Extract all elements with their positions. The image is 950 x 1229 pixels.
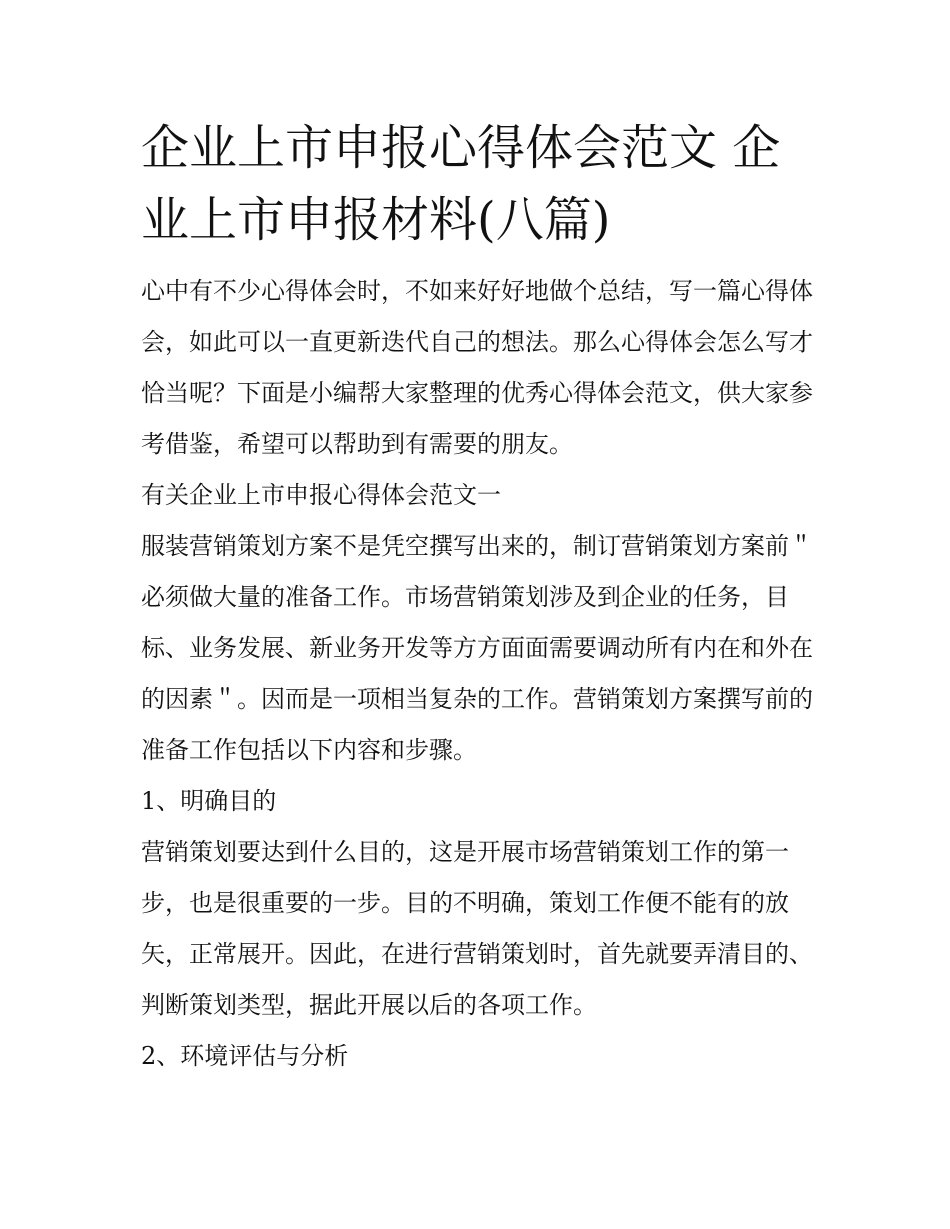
step-heading-2: 2、环境评估与分析 — [141, 1042, 349, 1070]
section-heading: 有关企业上市申报心得体会范文一 — [141, 481, 501, 509]
body-paragraph: 营销策划要达到什么目的，这是开展市场营销策划工作的第一步，也是很重要的一步。目的不明确，策划工作便不能有的放矢，正常展开。因此，在进行营销策划时，首先就要弄清目的、判断策划类型，据此开展以后的各项工作。 — [141, 838, 813, 1019]
document-body — [141, 112, 813, 1082]
intro-paragraph: 心中有不少心得体会时，不如来好好地做个总结，写一篇心得体会，如此可以一直更新迭代自己的想法。那么心得体会怎么写才恰当呢？下面是小编帮大家整理的优秀心得体会范文，供大家参考借鉴，希望可以帮助到有需要的朋友。 — [141, 277, 813, 458]
body-paragraph: 服装营销策划方案不是凭空撰写出来的，制订营销策划方案前＂必须做大量的准备工作。市场营销策划涉及到企业的任务，目标、业务发展、新业务开发等方方面面需要调动所有内在和外在的因素＂。因而是一项相当复杂的工作。营销策划方案撰写前的准备工作包括以下内容和步骤。 — [141, 532, 813, 764]
document-title: 企业上市申报心得体会范文 企业上市申报材料(八篇) — [141, 120, 781, 248]
step-heading-1: 1、明确目的 — [141, 787, 277, 815]
